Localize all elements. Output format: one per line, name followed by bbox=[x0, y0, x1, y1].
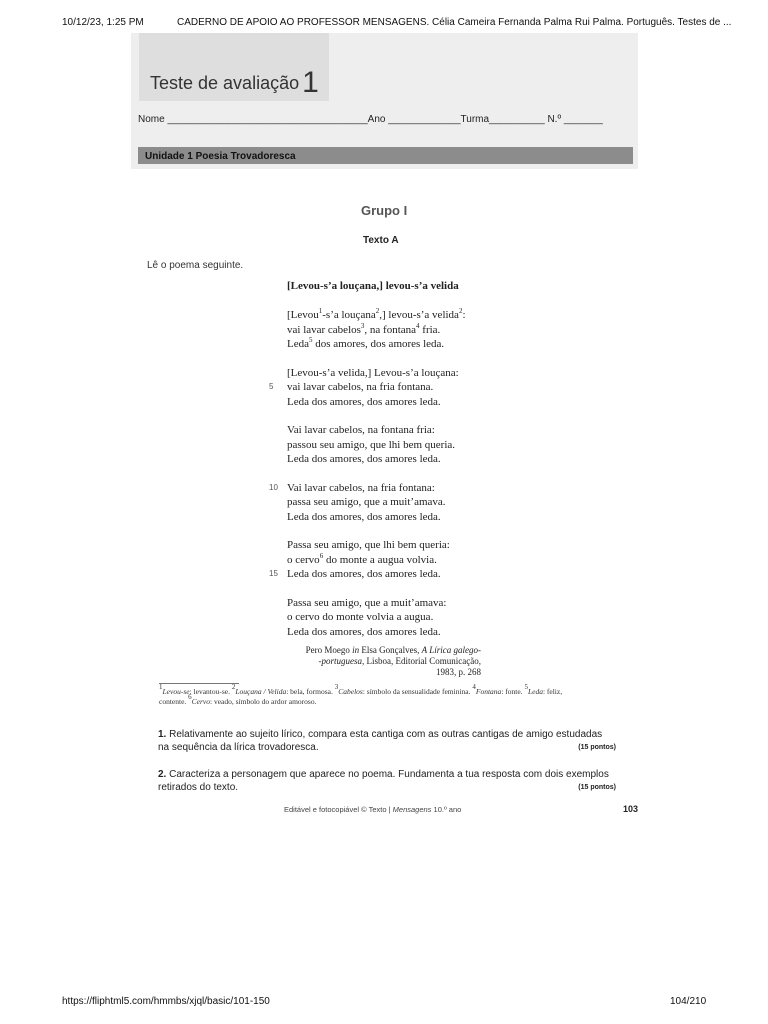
unit-bar: Unidade 1 Poesia Trovadoresca bbox=[138, 147, 633, 164]
poem-source bbox=[271, 645, 481, 678]
footer-text: Editável e fotocopiável © Texto | bbox=[284, 805, 393, 814]
note-term: Leda bbox=[527, 687, 543, 696]
footnote-mark: 4 bbox=[416, 321, 420, 330]
line-number: 10 bbox=[269, 482, 278, 492]
line-part: o cervo bbox=[287, 553, 320, 566]
line-part: -s’a louçana bbox=[322, 309, 376, 321]
footnote-mark: 5 bbox=[308, 336, 313, 344]
footnote-mark: 1 bbox=[159, 683, 163, 691]
stanza-3 bbox=[287, 423, 587, 467]
poem-line bbox=[269, 481, 587, 496]
stanza-1 bbox=[287, 308, 587, 352]
instruction: Lê o poema seguinte. bbox=[147, 260, 244, 271]
footnote-mark: 2 bbox=[375, 307, 380, 315]
poem-line: Vai lavar cabelos, na fontana fria: bbox=[287, 424, 435, 436]
footnotes bbox=[159, 683, 614, 707]
source-part: Pero Moego bbox=[305, 645, 353, 655]
footnote-mark: 3 bbox=[334, 683, 339, 691]
poem bbox=[269, 278, 587, 639]
footnote-mark: 6 bbox=[319, 551, 324, 560]
print-page-count: 104/210 bbox=[670, 996, 707, 1007]
line-part: do monte a augua volvia. bbox=[323, 553, 437, 566]
poem-line bbox=[287, 308, 587, 323]
note-def: : fonte. bbox=[501, 687, 525, 696]
line-part: vai lavar cabelos bbox=[287, 323, 361, 336]
stanza-2 bbox=[269, 366, 587, 410]
poem-line: [Levou-s’a velida,] Levou-s’a louçana: bbox=[287, 366, 459, 379]
line-part: dos amores, dos amores leda. bbox=[312, 338, 445, 350]
question-number: 1. bbox=[158, 729, 167, 740]
poem-line: Leda dos amores, dos amores leda. bbox=[287, 625, 441, 638]
test-title bbox=[150, 63, 319, 97]
header-band bbox=[131, 33, 638, 169]
note-def: : símbolo da sensualidade feminina. bbox=[362, 687, 473, 696]
question-text: Caracteriza a personagem que aparece no poema. Fundamenta a tua resposta com dois exemplos retirados do texto. bbox=[158, 769, 609, 793]
poem-title: [Levou-s’a louçana,] levou-s’a velida bbox=[287, 280, 459, 292]
test-title-text: Teste de avaliação bbox=[150, 73, 300, 93]
footer-text: 10.º ano bbox=[431, 805, 462, 814]
source-part: -portuguesa bbox=[318, 656, 363, 666]
footnote-mark: 5 bbox=[524, 683, 528, 691]
note-term: Louçana / Velida bbox=[235, 687, 287, 696]
poem-line bbox=[287, 553, 587, 568]
poem-line: Leda dos amores, dos amores leda. bbox=[287, 453, 441, 465]
line-part: fria. bbox=[419, 323, 441, 336]
group-heading: Grupo I bbox=[361, 203, 408, 218]
test-number: 1 bbox=[302, 66, 319, 99]
note-def: : feliz, bbox=[542, 687, 563, 696]
question-points: (15 pontos) bbox=[578, 744, 616, 751]
poem-line: Passa seu amigo, que lhi bem queria: bbox=[287, 539, 450, 551]
poem-line: passa seu amigo, que a muit’amava. bbox=[287, 496, 446, 508]
source-part: in bbox=[352, 645, 360, 655]
line-number: 5 bbox=[269, 382, 274, 391]
page-number: 103 bbox=[623, 804, 638, 814]
question-text: Relativamente ao sujeito lírico, compara esta cantiga com as outras cantigas de amigo estudadas na sequência da lírica trovadoresca. bbox=[158, 729, 603, 753]
poem-line bbox=[269, 380, 587, 395]
line-text: Vai lavar cabelos, na fria fontana: bbox=[287, 481, 435, 494]
line-part: , na fontana bbox=[364, 323, 417, 336]
footnote-mark: 2 bbox=[231, 683, 236, 691]
poem-line: Passa seu amigo, que a muit’amava: bbox=[287, 596, 447, 609]
note-term: Cabelos bbox=[338, 687, 363, 696]
source-part: , Lisboa, Editorial Comunicação, bbox=[362, 656, 481, 666]
line-part: [Levou bbox=[287, 309, 319, 321]
line-part: ,] levou-s’a velida bbox=[379, 309, 459, 321]
poem-line: Leda dos amores, dos amores leda. bbox=[287, 510, 441, 523]
footnote-mark: 1 bbox=[318, 307, 323, 315]
line-part: : bbox=[462, 309, 466, 321]
poem-line: passou seu amigo, que lhi bem queria. bbox=[287, 438, 456, 451]
note-term: Fontana bbox=[475, 687, 502, 696]
footnote-rule bbox=[159, 683, 239, 684]
source-part: 1983, p. 268 bbox=[436, 667, 481, 677]
poem-line: Leda dos amores, dos amores leda. bbox=[287, 395, 441, 408]
footnote-mark: 2 bbox=[458, 307, 463, 315]
note-def: : levantou-se. bbox=[189, 687, 232, 696]
question-number: 2. bbox=[158, 769, 167, 780]
poem-line bbox=[287, 323, 587, 338]
footnote-mark: 4 bbox=[472, 683, 476, 691]
stanza-4 bbox=[269, 481, 587, 525]
line-number: 15 bbox=[269, 569, 278, 578]
footer-book: Mensagens bbox=[392, 805, 432, 814]
footnote-mark: 3 bbox=[360, 321, 365, 330]
note-def: : veado, símbolo do ardor amoroso. bbox=[210, 697, 317, 706]
stanza-6 bbox=[287, 596, 587, 640]
poem-line: o cervo do monte volvia a augua. bbox=[287, 611, 434, 623]
note-def: contente. bbox=[159, 697, 189, 706]
print-url: https://fliphtml5.com/hmmbs/xjql/basic/101-150 bbox=[62, 996, 270, 1007]
footnote-mark: 6 bbox=[188, 693, 192, 701]
poem-line bbox=[287, 337, 587, 352]
print-title: CADERNO DE APOIO AO PROFESSOR MENSAGENS. Célia Cameira Fernanda Palma Rui Palma. Português. Testes de ... bbox=[177, 17, 732, 28]
source-part: A Lírica galego- bbox=[421, 645, 481, 655]
poem-line bbox=[269, 567, 587, 582]
print-date: 10/12/23, 1:25 PM bbox=[62, 17, 144, 28]
line-part: Leda bbox=[287, 338, 309, 350]
question-1 bbox=[158, 728, 616, 754]
source-part: Elsa Gonçalves, bbox=[359, 645, 422, 655]
stanza-5 bbox=[269, 538, 587, 582]
note-def: : bela, formosa. bbox=[286, 687, 335, 696]
page-footer bbox=[284, 805, 461, 814]
note-term: Levou-se bbox=[162, 687, 190, 696]
document-page bbox=[131, 33, 638, 823]
line-text: vai lavar cabelos, na fria fontana. bbox=[287, 381, 434, 393]
student-info-line: Nome ____________________________________Ano _____________Turma__________ N.º _______ bbox=[138, 114, 603, 125]
text-heading: Texto A bbox=[363, 235, 399, 246]
question-points: (15 pontos) bbox=[578, 784, 616, 791]
line-text: Leda dos amores, dos amores leda. bbox=[287, 568, 441, 580]
question-2 bbox=[158, 768, 616, 794]
note-term: Cervo bbox=[191, 697, 210, 706]
